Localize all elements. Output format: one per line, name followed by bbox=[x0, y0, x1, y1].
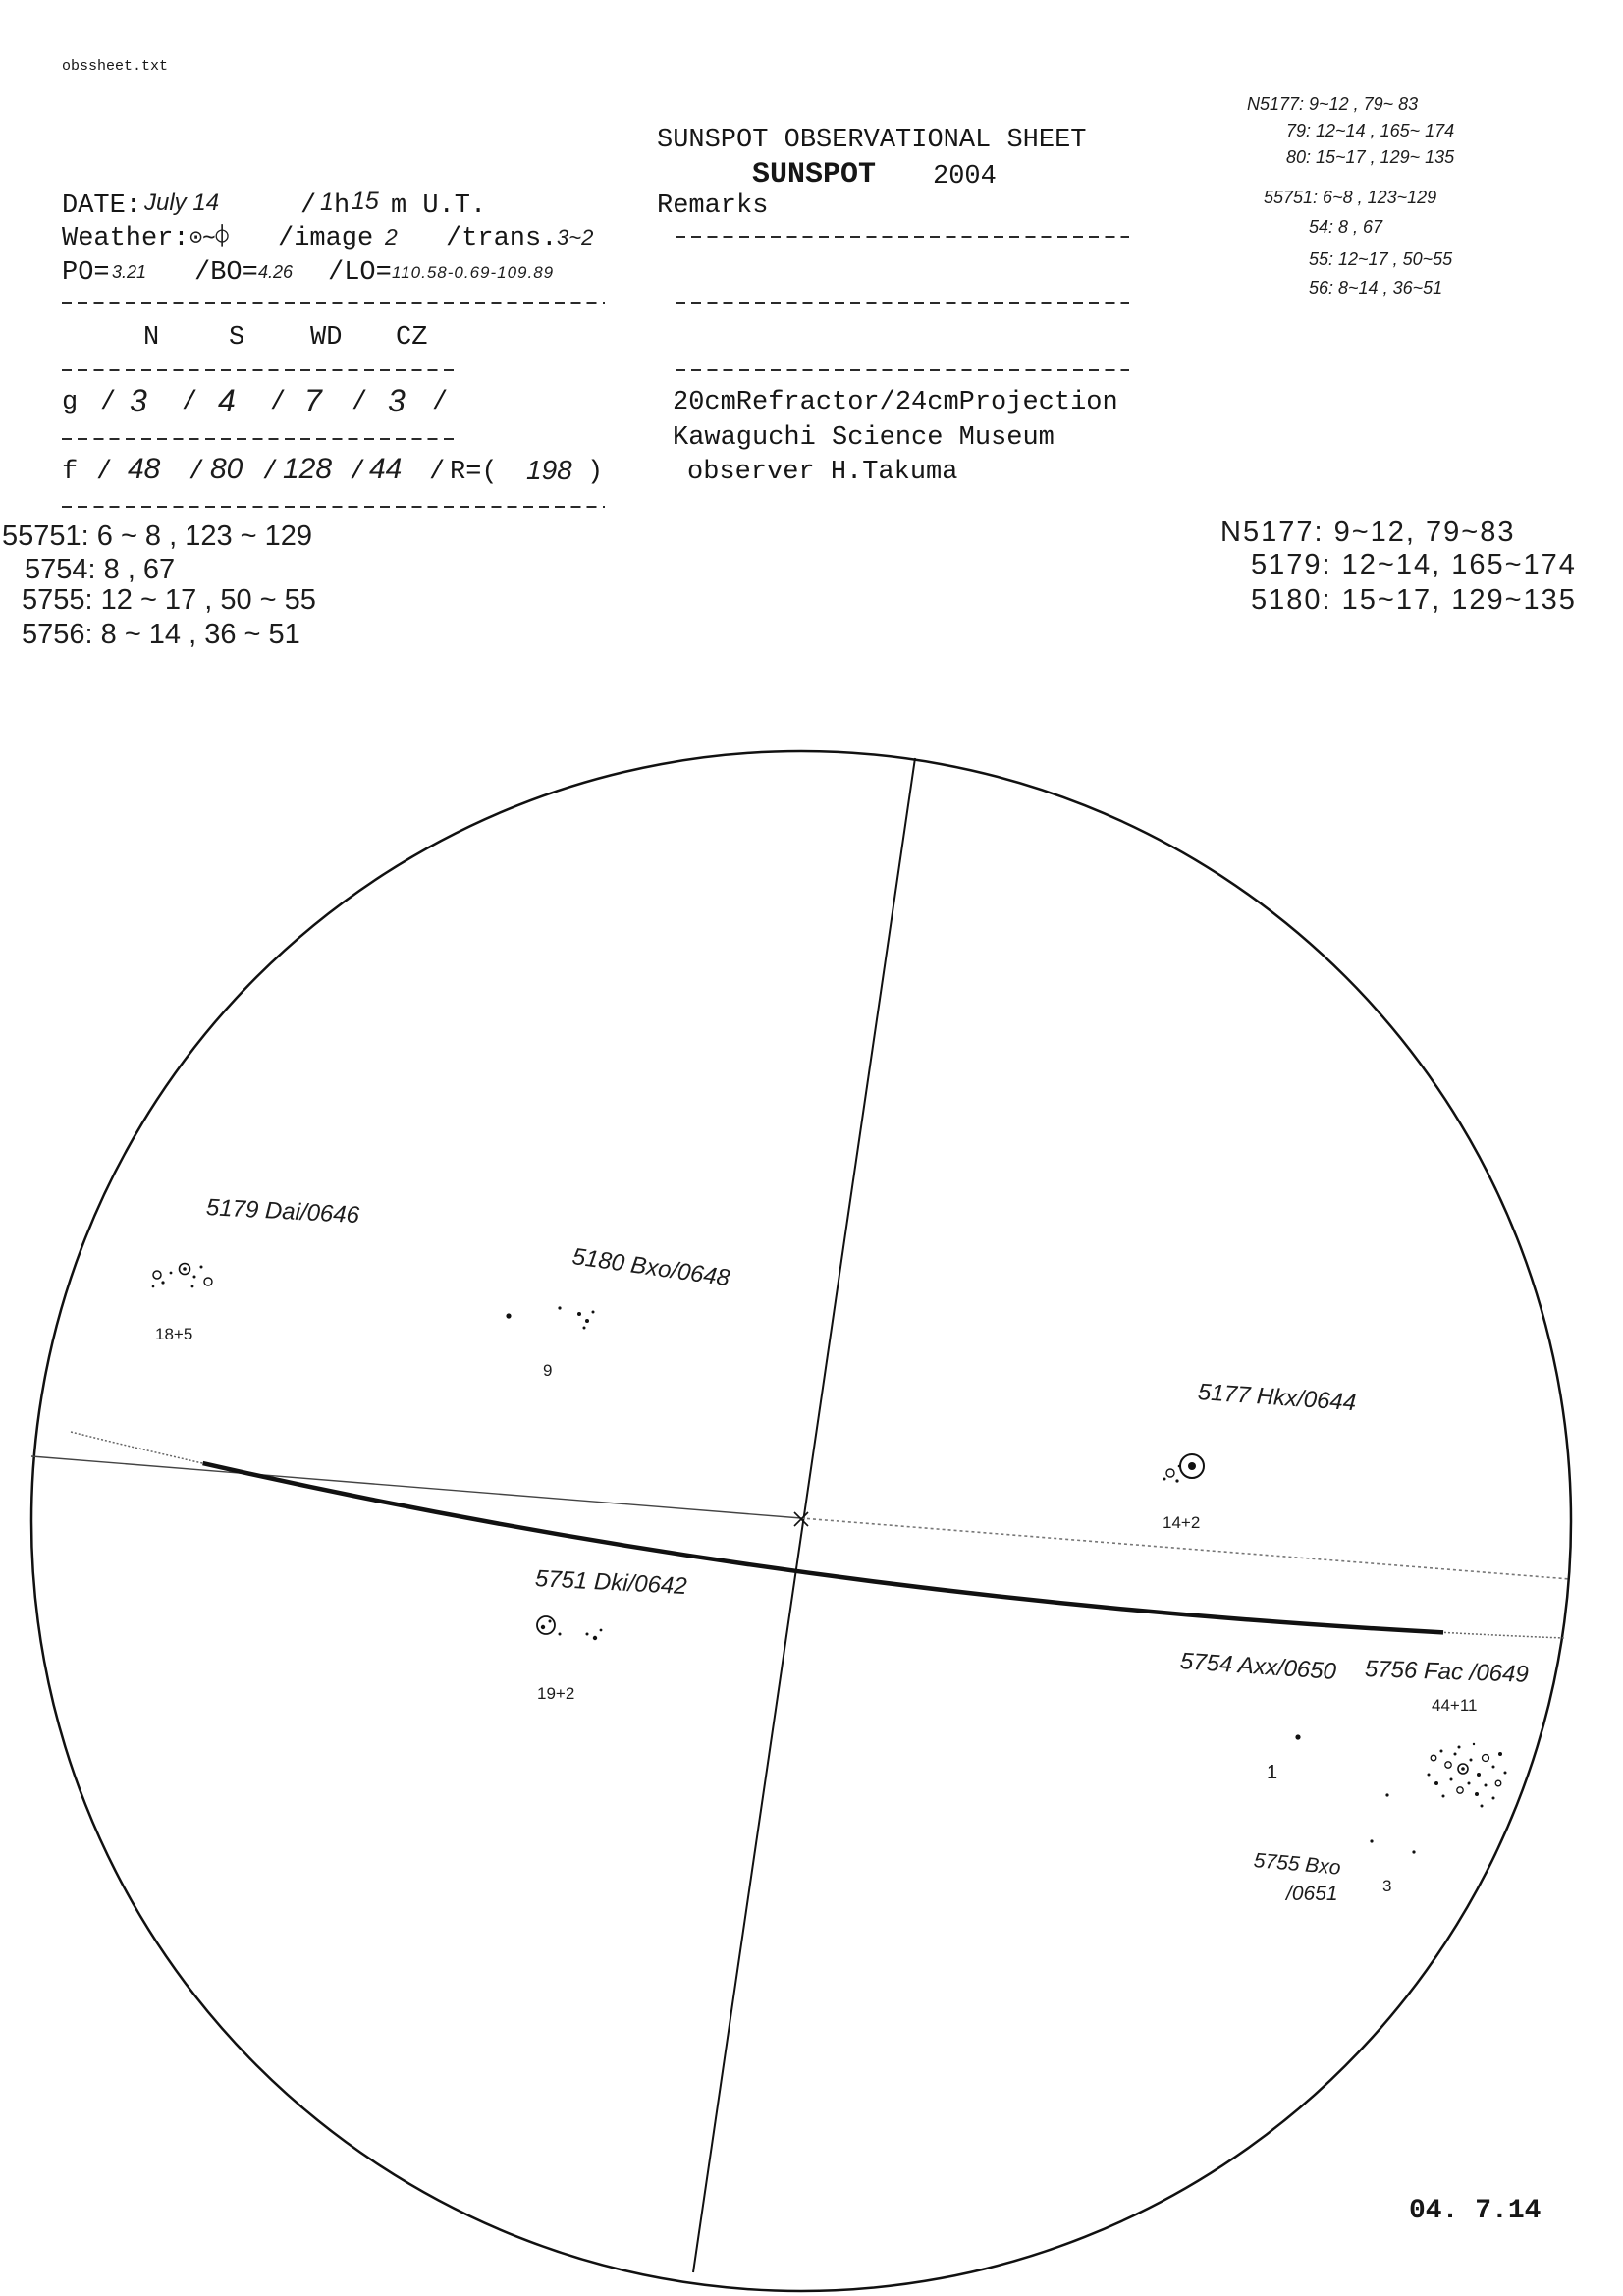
l0-label: /LO= bbox=[328, 258, 392, 288]
separator: / bbox=[432, 388, 449, 417]
note-top-right: 80: 15~17 , 129~ 135 bbox=[1286, 147, 1455, 167]
separator: / bbox=[262, 458, 279, 487]
weather-trans-label: /trans. bbox=[446, 224, 558, 253]
group-label-5754: 5754 Axx/0650 bbox=[1179, 1648, 1337, 1686]
group-label-5177: 5177 Hkx/0644 bbox=[1197, 1379, 1358, 1417]
remarks-line bbox=[676, 302, 1129, 304]
count-header-wd: WD bbox=[310, 323, 343, 353]
sunspot-group-5756 bbox=[1428, 1743, 1507, 1808]
count-header-cz: CZ bbox=[396, 323, 428, 353]
group-count-label: g bbox=[62, 388, 79, 417]
b0-value: 4.26 bbox=[258, 262, 294, 282]
solar-equator-line bbox=[71, 1432, 1564, 1638]
separator: / bbox=[352, 388, 368, 417]
weather-trans-value: 3~2 bbox=[557, 225, 594, 249]
separator: / bbox=[100, 388, 117, 417]
note-top-right: 56: 8~14 , 36~51 bbox=[1309, 278, 1443, 298]
observer-name: observer H.Takuma bbox=[687, 458, 958, 487]
group-label-5180: 5180 Bxo/0648 bbox=[570, 1243, 731, 1292]
weather-sky-symbols: ⊙~⌽ bbox=[189, 225, 229, 249]
group-count-s: 4 bbox=[218, 383, 236, 418]
instrument-telescope: 20cmRefractor/24cmProjection bbox=[673, 388, 1118, 417]
remarks-line bbox=[676, 236, 1129, 238]
sunspot-group-5751 bbox=[537, 1616, 602, 1640]
separator: / bbox=[189, 458, 205, 487]
weather-label: Weather: bbox=[62, 224, 189, 253]
spot-count-n: 48 bbox=[128, 453, 161, 485]
sunspot-group-5180 bbox=[506, 1306, 594, 1329]
note-top-right: 79: 12~14 , 165~ 174 bbox=[1286, 121, 1455, 140]
date-suffix: m U.T. bbox=[391, 191, 487, 221]
group-count-5754: 1 bbox=[1267, 1762, 1278, 1783]
file-label: obssheet.txt bbox=[62, 58, 169, 75]
group-count-n: 3 bbox=[130, 383, 147, 418]
group-label-5756: 5756 Fac /0649 bbox=[1364, 1656, 1530, 1688]
p0-value: 3.21 bbox=[112, 262, 147, 282]
note-right: 5179: 12~14, 165~174 bbox=[1251, 549, 1577, 580]
sunspot-group-5755 bbox=[1370, 1793, 1415, 1853]
relative-number-label: R=( bbox=[450, 458, 498, 487]
spot-count-s: 80 bbox=[210, 453, 243, 485]
divider-line bbox=[62, 302, 605, 304]
group-label-5179: 5179 Dai/0646 bbox=[205, 1194, 360, 1230]
group-count-5177: 14+2 bbox=[1163, 1513, 1201, 1532]
group-count-5755: 3 bbox=[1382, 1877, 1392, 1895]
relative-number-value: 198 bbox=[526, 455, 572, 485]
instrument-site: Kawaguchi Science Museum bbox=[673, 423, 1055, 453]
date-label: DATE: bbox=[62, 191, 142, 221]
count-header-s: S bbox=[229, 323, 245, 353]
separator: / bbox=[270, 388, 287, 417]
separator: / bbox=[429, 458, 446, 487]
divider-line bbox=[62, 438, 458, 440]
group-count-cz: 3 bbox=[388, 383, 406, 418]
note-right: 5180: 15~17, 129~135 bbox=[1251, 584, 1577, 616]
date-stamp: 04. 7.14 bbox=[1409, 2196, 1542, 2226]
note-left: 5756: 8 ~ 14 , 36 ~ 51 bbox=[22, 619, 300, 650]
spot-count-label: f bbox=[62, 458, 79, 487]
date-separator: / bbox=[300, 191, 317, 221]
solar-equator-thin bbox=[71, 1432, 1564, 1638]
divider-line bbox=[62, 506, 605, 508]
b0-label: /BO= bbox=[194, 258, 258, 288]
sheet-subtitle-word: SUNSPOT bbox=[752, 158, 877, 191]
spot-count-cz: 44 bbox=[369, 453, 403, 485]
note-left: 5754: 8 , 67 bbox=[25, 554, 176, 585]
group-count-5756: 44+11 bbox=[1432, 1696, 1478, 1715]
note-right: N5177: 9~12, 79~83 bbox=[1220, 517, 1516, 548]
divider-line bbox=[62, 369, 458, 371]
l0-value: 110.58-0.69-109.89 bbox=[392, 263, 555, 282]
sunspot-group-5754 bbox=[1295, 1734, 1300, 1739]
weather-image-label: /image bbox=[278, 224, 374, 253]
date-h: h bbox=[334, 191, 351, 221]
sunspot-group-5179 bbox=[152, 1264, 212, 1288]
separator: / bbox=[350, 458, 366, 487]
note-left: 5755: 12 ~ 17 , 50 ~ 55 bbox=[22, 584, 316, 616]
separator: / bbox=[182, 388, 198, 417]
p0-label: PO= bbox=[62, 258, 110, 288]
note-top-right: 55: 12~17 , 50~55 bbox=[1309, 249, 1453, 269]
group-count-5180: 9 bbox=[543, 1361, 553, 1380]
date-day: July 14 bbox=[144, 190, 220, 216]
sheet-year: 2004 bbox=[933, 162, 997, 191]
group-label-5755: 5755 Bxo bbox=[1252, 1849, 1342, 1880]
disk-center-mark bbox=[794, 1512, 808, 1526]
separator: / bbox=[96, 458, 113, 487]
note-top-right: N5177: 9~12 , 79~ 83 bbox=[1247, 94, 1419, 114]
group-count-5751: 19+2 bbox=[537, 1684, 575, 1703]
date-minute: 15 bbox=[352, 188, 379, 215]
remarks-line bbox=[676, 369, 1129, 371]
group-count-5179: 18+5 bbox=[155, 1325, 193, 1343]
note-top-right: 55751: 6~8 , 123~129 bbox=[1264, 188, 1437, 207]
spot-count-wd: 128 bbox=[283, 453, 333, 485]
sheet-title: SUNSPOT OBSERVATIONAL SHEET bbox=[657, 126, 1087, 155]
solar-disk-outline bbox=[31, 751, 1571, 2291]
note-top-right: 54: 8 , 67 bbox=[1309, 217, 1383, 237]
relative-number-close: ) bbox=[587, 458, 604, 487]
group-label-5751: 5751 Dki/0642 bbox=[534, 1565, 688, 1601]
sunspot-group-5177 bbox=[1163, 1454, 1205, 1483]
group-label-5755-time: /0651 bbox=[1286, 1883, 1338, 1905]
count-header-n: N bbox=[143, 323, 160, 353]
remarks-label: Remarks bbox=[657, 191, 769, 221]
weather-image-value: 2 bbox=[385, 224, 398, 249]
group-count-wd: 7 bbox=[304, 383, 322, 418]
date-hour: 1 bbox=[320, 189, 334, 216]
note-left: 55751: 6 ~ 8 , 123 ~ 129 bbox=[2, 520, 313, 552]
